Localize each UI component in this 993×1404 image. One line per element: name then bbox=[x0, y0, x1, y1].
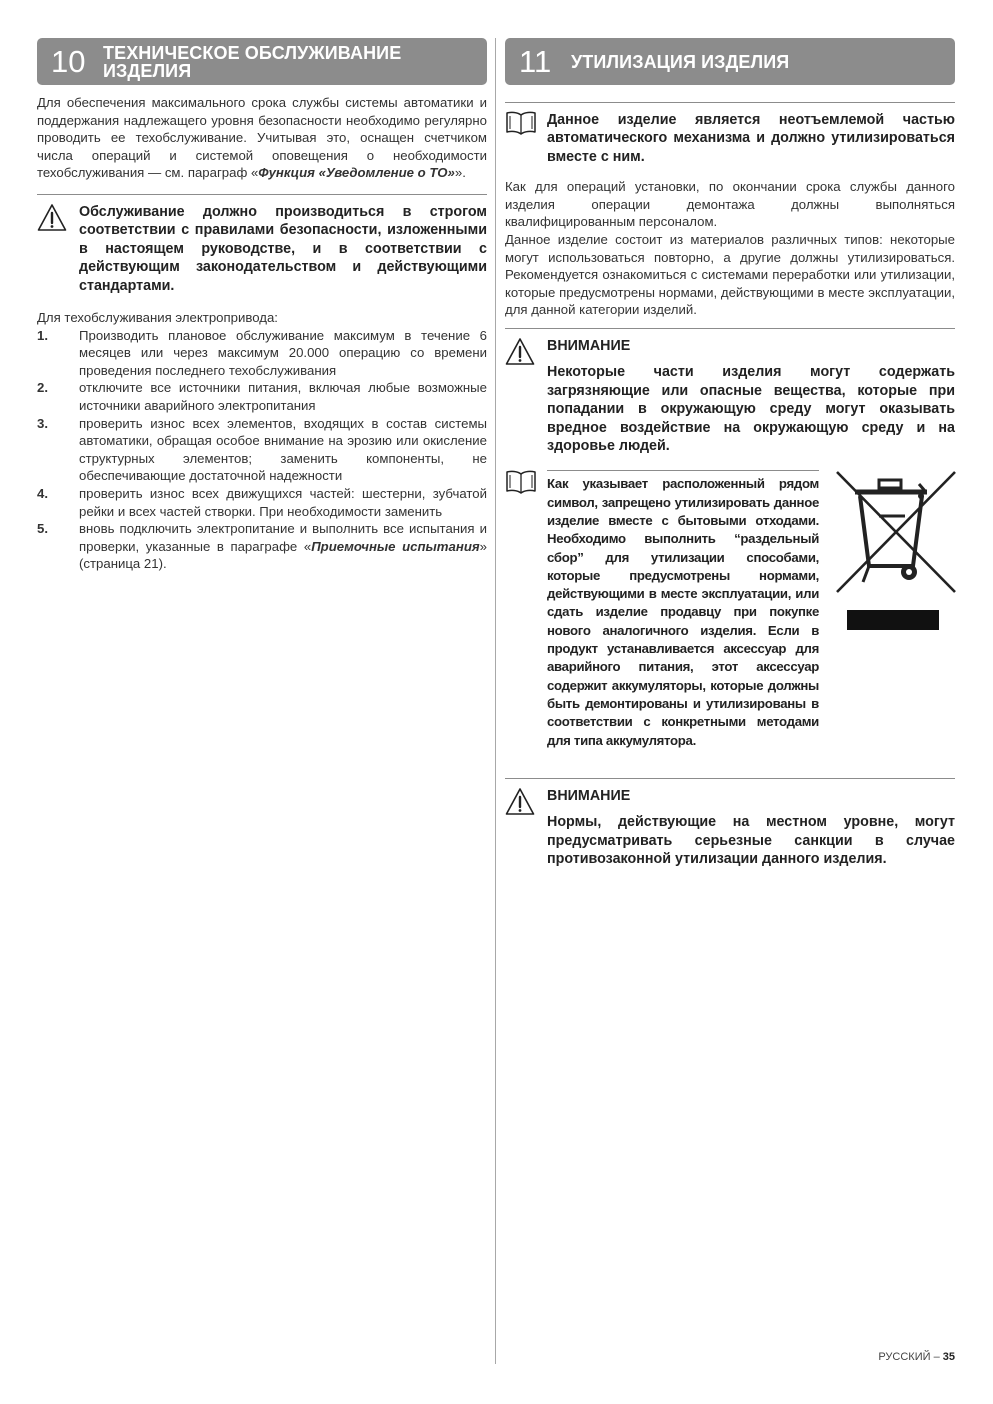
legal-warning-heading: ВНИМАНИЕ bbox=[547, 787, 631, 804]
section-10-header bbox=[37, 38, 487, 85]
section-10-title: ТЕХНИЧЕСКОЕ ОБСЛУЖИВАНИЕ ИЗДЕЛИЯ bbox=[103, 42, 402, 81]
hazard-warning-text: Некоторые части изделия могут содержать загрязняющие или опасные вещества, которые при попадании в окружающую среду могут оказывать вредное воздействие на окружающую среду и на здоровье людей. bbox=[547, 364, 955, 454]
crossed-out-bin-icon bbox=[835, 470, 957, 637]
hazard-warning-notice bbox=[505, 328, 955, 455]
legal-warning-notice bbox=[505, 778, 955, 869]
warning-triangle-icon bbox=[37, 203, 79, 295]
maintenance-warning-notice bbox=[37, 194, 487, 295]
disposal-note-text: Данное изделие является неотъемлемой частью автоматического механизма и должно утилизироваться вместе с ним. bbox=[547, 112, 955, 165]
disposal-paragraph-2: Данное изделие состоит из материалов различных типов: некоторые могут использоваться повторно, а другие должны утилизироваться. Рекомендуется ознакомиться с системами переработки или утилизации, которые предусмотрены нормами, действующими в месте эксплуатации, для данной категории изделий. bbox=[505, 232, 955, 318]
section-10-column bbox=[37, 38, 487, 573]
section-11-column bbox=[505, 38, 955, 868]
disposal-note bbox=[505, 102, 955, 166]
hazard-warning-heading: ВНИМАНИЕ bbox=[547, 337, 631, 354]
maintenance-steps bbox=[37, 327, 487, 573]
steps-intro: Для техобслуживания электропривода: bbox=[37, 310, 278, 325]
section-11-number: 11 bbox=[519, 44, 552, 79]
weee-note bbox=[505, 470, 955, 749]
list-item: 5. вновь подключить электропитание и выполнить все испытания и проверки, указанные в параграфе «Приемочные испытания» (страница 21). bbox=[37, 521, 487, 572]
warning-triangle-icon bbox=[505, 337, 547, 455]
list-item: 4. проверить износ всех движущихся частей: шестерни, зубчатой рейки и всех частей створки. При необходимости заменить bbox=[37, 485, 487, 519]
maintenance-function-reference: Функция «Уведомление о ТО» bbox=[258, 165, 455, 181]
list-item: 1. Производить плановое обслуживание максимум в течение 6 месяцев или через максимум 20.000 операцию со времени проведения последнего техобслуживания bbox=[37, 327, 487, 378]
list-item: 2. отключите все источники питания, включая любые возможные источники аварийного электропитания bbox=[37, 380, 487, 413]
warning-triangle-icon bbox=[505, 787, 547, 869]
page-number: 35 bbox=[942, 1351, 955, 1363]
section-11-header bbox=[505, 38, 955, 85]
open-book-icon bbox=[505, 111, 547, 166]
list-item: 3. проверить износ всех элементов, входящих в состав системы автоматики, обращая особое внимание на эрозию или окисление структурных элементов; заменить компоненты, не обеспечивающие достаточной надежности bbox=[37, 415, 487, 484]
acceptance-tests-reference: Приемочные испытания bbox=[311, 538, 480, 554]
column-divider bbox=[495, 38, 496, 1364]
weee-note-text: Как указывает расположенный рядом символ, запрещено утилизировать данное изделие вместе с бытовыми отходами. Необходимо выполнить “раздельный сбор” для утилизации способами, которые предусмотрены нормами, действующими в месте эксплуатации, или сдать изделие продавцу при покупке нового аналогичного изделия. Если в продукт устанавливается аксессуар для аварийного питания, этот аксессуар содержит аккумуляторы, которые должны быть демонтированы и утилизированы в соответствии с конкретными методами для типа аккумулятора. bbox=[547, 470, 819, 749]
maintenance-warning-text: Обслуживание должно производиться в строгом соответствии с правилами безопасности, изложенными в настоящем руководстве, и в соответствии с действующим законодательством и действующими стандартами. bbox=[79, 203, 487, 294]
section-11-title: УТИЛИЗАЦИЯ ИЗДЕЛИЯ bbox=[571, 51, 790, 72]
section-10-number: 10 bbox=[51, 44, 86, 79]
section-10-intro: Для обеспечения максимального срока службы системы автоматики и поддержания надлежащего уровня безопасности необходимо регулярно проводить ее техобслуживание. Учитывая это, оснащен счетчиком числа операций и системой оповещения о необходимости техобслуживания — см. параграф «Функция «Уведомление о ТО»». bbox=[37, 95, 487, 181]
legal-warning-text: Нормы, действующие на местном уровне, могут предусматривать серьезные санкции в случае противозаконной утилизации данного изделия. bbox=[547, 814, 955, 868]
page-footer bbox=[878, 1351, 955, 1363]
footer-language: РУССКИЙ – bbox=[878, 1351, 943, 1363]
disposal-paragraph-1: Как для операций установки, по окончании срока службы данного изделия операции демонтажа должны выполняться квалифицированным персоналом. bbox=[505, 179, 955, 230]
open-book-icon bbox=[505, 470, 547, 749]
